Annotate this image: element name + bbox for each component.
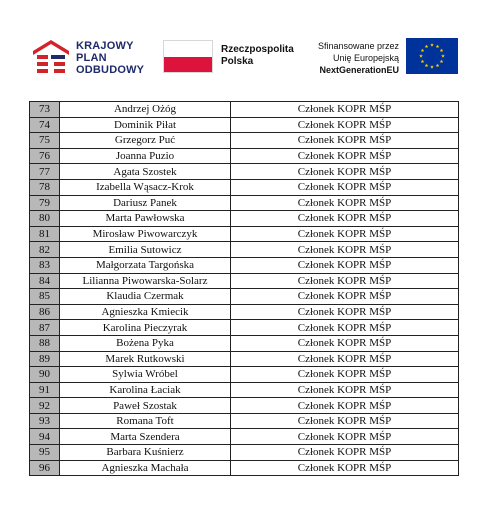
polish-flag-icon: [163, 40, 213, 73]
member-role: Członek KOPR MŚP: [231, 117, 459, 133]
member-role: Członek KOPR MŚP: [231, 413, 459, 429]
kpo-logo-line-2: PLAN: [76, 52, 107, 64]
table-row: [30, 164, 459, 180]
table-row: [30, 320, 459, 336]
member-name: Karolina Łaciak: [60, 382, 231, 398]
table-row: [30, 148, 459, 164]
row-number: 84: [30, 273, 60, 289]
row-number: 86: [30, 304, 60, 320]
member-name: Dominik Piłat: [60, 117, 231, 133]
member-role: Członek KOPR MŚP: [231, 335, 459, 351]
member-role: Członek KOPR MŚP: [231, 289, 459, 305]
table-row: [30, 117, 459, 133]
member-role: Członek KOPR MŚP: [231, 179, 459, 195]
table-row: [30, 102, 459, 118]
row-number: 89: [30, 351, 60, 367]
member-name: Romana Toft: [60, 413, 231, 429]
member-name: Agnieszka Machała: [60, 460, 231, 476]
row-number: 75: [30, 133, 60, 149]
member-role: Członek KOPR MŚP: [231, 445, 459, 461]
member-role: Członek KOPR MŚP: [231, 398, 459, 414]
table-row: [30, 179, 459, 195]
row-number: 96: [30, 460, 60, 476]
member-name: Agata Szostek: [60, 164, 231, 180]
table-row: [30, 133, 459, 149]
member-role: Członek KOPR MŚP: [231, 164, 459, 180]
member-role: Członek KOPR MŚP: [231, 226, 459, 242]
row-number: 92: [30, 398, 60, 414]
member-name: Paweł Szostak: [60, 398, 231, 414]
row-number: 94: [30, 429, 60, 445]
member-name: Barbara Kuśnierz: [60, 445, 231, 461]
member-role: Członek KOPR MŚP: [231, 102, 459, 118]
member-role: Członek KOPR MŚP: [231, 257, 459, 273]
member-role: Członek KOPR MŚP: [231, 195, 459, 211]
table-row: [30, 413, 459, 429]
member-name: Agnieszka Kmiecik: [60, 304, 231, 320]
member-role: Członek KOPR MŚP: [231, 148, 459, 164]
rp-line-1: Rzeczpospolita: [221, 44, 294, 55]
eu-flag-icon: [406, 38, 458, 74]
rp-line-2: Polska: [221, 56, 254, 67]
member-role: Członek KOPR MŚP: [231, 273, 459, 289]
member-role: Członek KOPR MŚP: [231, 242, 459, 258]
member-role: Członek KOPR MŚP: [231, 367, 459, 383]
kpo-logo-icon: [31, 38, 71, 78]
table-row: [30, 304, 459, 320]
row-number: 73: [30, 102, 60, 118]
table-row: [30, 242, 459, 258]
member-role: Członek KOPR MŚP: [231, 382, 459, 398]
rzeczpospolita-polska-text: [221, 44, 294, 68]
table-row: [30, 211, 459, 227]
row-number: 79: [30, 195, 60, 211]
row-number: 90: [30, 367, 60, 383]
member-name: Izabella Wąsacz-Krok: [60, 179, 231, 195]
row-number: 91: [30, 382, 60, 398]
member-name: Karolina Pieczyrak: [60, 320, 231, 336]
member-role: Członek KOPR MŚP: [231, 211, 459, 227]
row-number: 80: [30, 211, 60, 227]
member-name: Klaudia Czermak: [60, 289, 231, 305]
row-number: 81: [30, 226, 60, 242]
member-name: Emilia Sutowicz: [60, 242, 231, 258]
table-row: [30, 226, 459, 242]
member-role: Członek KOPR MŚP: [231, 460, 459, 476]
members-table: [29, 101, 459, 476]
table-row: [30, 460, 459, 476]
table-row: [30, 382, 459, 398]
member-name: Grzegorz Puć: [60, 133, 231, 149]
eu-line-1: Sfinansowane przez: [317, 41, 399, 51]
member-name: Marta Szendera: [60, 429, 231, 445]
kpo-logo-text: [76, 40, 144, 76]
row-number: 82: [30, 242, 60, 258]
table-row: [30, 289, 459, 305]
table-row: [30, 398, 459, 414]
row-number: 95: [30, 445, 60, 461]
table-row: [30, 429, 459, 445]
row-number: 93: [30, 413, 60, 429]
row-number: 78: [30, 179, 60, 195]
member-role: Członek KOPR MŚP: [231, 133, 459, 149]
member-name: Joanna Puzio: [60, 148, 231, 164]
member-name: Marek Rutkowski: [60, 351, 231, 367]
member-role: Członek KOPR MŚP: [231, 351, 459, 367]
member-name: Sylwia Wróbel: [60, 367, 231, 383]
row-number: 88: [30, 335, 60, 351]
member-name: Andrzej Ożóg: [60, 102, 231, 118]
table-row: [30, 257, 459, 273]
member-name: Bożena Pyka: [60, 335, 231, 351]
row-number: 87: [30, 320, 60, 336]
row-number: 74: [30, 117, 60, 133]
table-row: [30, 351, 459, 367]
table-row: [30, 273, 459, 289]
table-row: [30, 335, 459, 351]
table-row: [30, 367, 459, 383]
member-name: Mirosław Piwowarczyk: [60, 226, 231, 242]
member-name: Marta Pawłowska: [60, 211, 231, 227]
member-name: Małgorzata Targońska: [60, 257, 231, 273]
eu-line-2: Unię Europejską: [332, 53, 399, 63]
row-number: 85: [30, 289, 60, 305]
eu-line-3: NextGenerationEU: [319, 65, 399, 75]
member-name: Dariusz Panek: [60, 195, 231, 211]
row-number: 77: [30, 164, 60, 180]
kpo-logo-line-1: KRAJOWY: [76, 40, 134, 52]
member-role: Członek KOPR MŚP: [231, 429, 459, 445]
row-number: 83: [30, 257, 60, 273]
eu-funding-text: [291, 40, 399, 76]
member-name: Lilianna Piwowarska-Solarz: [60, 273, 231, 289]
member-role: Członek KOPR MŚP: [231, 320, 459, 336]
table-row: [30, 195, 459, 211]
member-role: Członek KOPR MŚP: [231, 304, 459, 320]
kpo-logo-line-3: ODBUDOWY: [76, 64, 145, 76]
row-number: 76: [30, 148, 60, 164]
document-header: [0, 0, 489, 95]
table-row: [30, 445, 459, 461]
